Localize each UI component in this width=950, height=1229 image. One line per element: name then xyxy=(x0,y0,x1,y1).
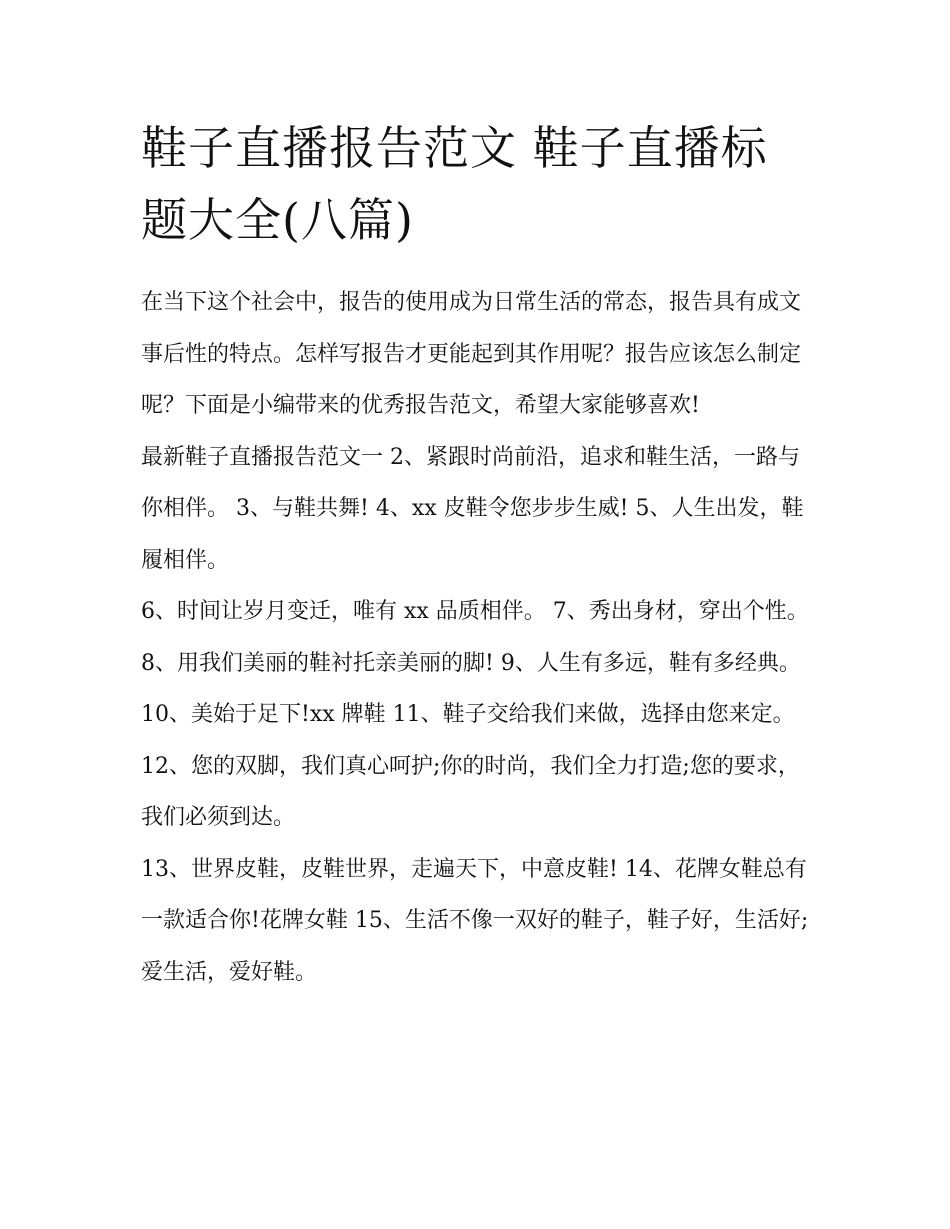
paragraph-slogans-2: 6、时间让岁月变迁，唯有 xx 品质相伴。 7、秀出身材，穿出个性。 8、用我们美丽的鞋衬托亲美丽的脚! 9、人生有多远，鞋有多经典。 xyxy=(141,599,809,676)
paragraph-slogans-3: 10、美始于足下!xx 牌鞋 11、鞋子交给我们来做，选择由您来定。 12、您的双脚，我们真心呵护;你的时尚，我们全力打造;您的要求，我们必须到达。 xyxy=(141,702,800,830)
document-body xyxy=(141,112,813,998)
page-title: 鞋子直播报告范文 鞋子直播标题大全(八篇) xyxy=(141,121,768,247)
intro-paragraph: 在当下这个社会中，报告的使用成为日常生活的常态，报告具有成文事后性的特点。怎样写报告才更能起到其作用呢？报告应该怎么制定呢？下面是小编带来的优秀报告范文，希望大家能够喜欢! xyxy=(141,290,802,418)
paragraph-slogans-1: 最新鞋子直播报告范文一 2、紧跟时尚前沿，追求和鞋生活，一路与你相伴。 3、与鞋共舞! 4、xx 皮鞋令您步步生威! 5、人生出发，鞋履相伴。 xyxy=(141,444,804,573)
paragraph-slogans-4: 13、世界皮鞋，皮鞋世界，走遍天下，中意皮鞋! 14、花牌女鞋总有一款适合你!花牌女鞋 15、生活不像一双好的鞋子，鞋子好，生活好;爱生活，爱好鞋。 xyxy=(141,856,809,985)
